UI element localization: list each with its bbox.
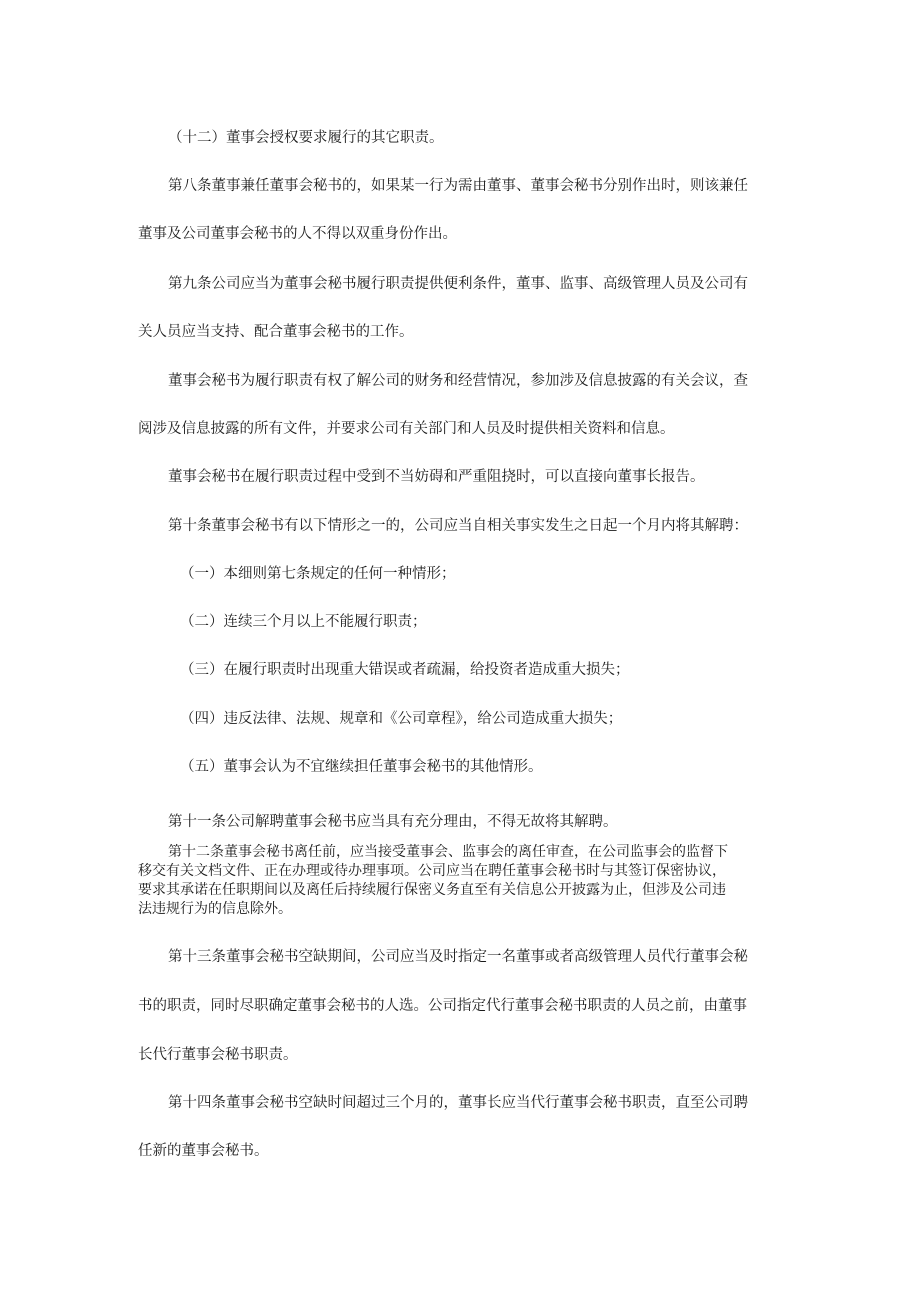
paragraph-line: 要求其承诺在任职期间以及离任后持续履行保密义务直至有关信息公开披露为止，但涉及公司违 <box>138 882 726 898</box>
paragraph-line: 董事会秘书在履行职责过程中受到不当妨碍和严重阻挠时，可以直接向董事长报告。 <box>168 469 705 485</box>
paragraph-line: 第十三条董事会秘书空缺期间，公司应当及时指定一名董事或者高级管理人员代行董事会秘 <box>168 949 748 965</box>
list-item: （二）连续三个月以上不能履行职责； <box>180 614 427 630</box>
paragraph-line: 阅涉及信息披露的所有文件，并要求公司有关部门和人员及时提供相关资料和信息。 <box>138 421 675 437</box>
paragraph-line: 第十二条董事会秘书离任前，应当接受董事会、监事会的离任审查，在公司监事会的监督下 <box>168 844 728 860</box>
paragraph-line: 书的职责，同时尽职确定董事会秘书的人选。公司指定代行董事会秘书职责的人员之前，由董事 <box>138 998 747 1014</box>
paragraph-line: 第十四条董事会秘书空缺时间超过三个月的，董事长应当代行董事会秘书职责，直至公司聘 <box>168 1095 748 1111</box>
paragraph-line: 董事会秘书为履行职责有权了解公司的财务和经营情况，参加涉及信息披露的有关会议，查 <box>168 373 748 389</box>
list-item: （三）在履行职责时出现重大错误或者疏漏，给投资者造成重大损失； <box>180 662 630 678</box>
paragraph-line: 第九条公司应当为董事会秘书履行职责提供便利条件，董事、监事、高级管理人员及公司有 <box>168 276 748 292</box>
paragraph-line: （十二）董事会授权要求履行的其它职责。 <box>168 130 444 146</box>
list-item: （一）本细则第七条规定的任何一种情形； <box>180 566 456 582</box>
paragraph-line: 第十一条公司解聘董事会秘书应当具有充分理由，不得无故将其解聘。 <box>168 814 618 830</box>
paragraph-line: 移交有关文档文件、正在办理或待办理事项。公司应当在聘任董事会秘书时与其签订保密协议， <box>138 863 726 879</box>
paragraph-line: 第八条董事兼任董事会秘书的，如果某一行为需由董事、董事会秘书分别作出时，则该兼任 <box>168 178 748 194</box>
paragraph-block <box>138 843 788 919</box>
paragraph-line: 长代行董事会秘书职责。 <box>138 1047 298 1063</box>
paragraph-line: 第十条董事会秘书有以下情形之一的，公司应当自相关事实发生之日起一个月内将其解聘： <box>168 518 748 534</box>
list-item: （四）违反法律、法规、规章和《公司章程》，给公司造成重大损失； <box>180 711 623 727</box>
list-item: （五）董事会认为不宜继续担任董事会秘书的其他情形。 <box>180 759 543 775</box>
paragraph-line: 任新的董事会秘书。 <box>138 1143 269 1159</box>
paragraph-line: 关人员应当支持、配合董事会秘书的工作。 <box>138 324 414 340</box>
paragraph-line: 法违规行为的信息除外。 <box>138 901 292 917</box>
paragraph-line: 董事及公司董事会秘书的人不得以双重身份作出。 <box>138 226 457 242</box>
